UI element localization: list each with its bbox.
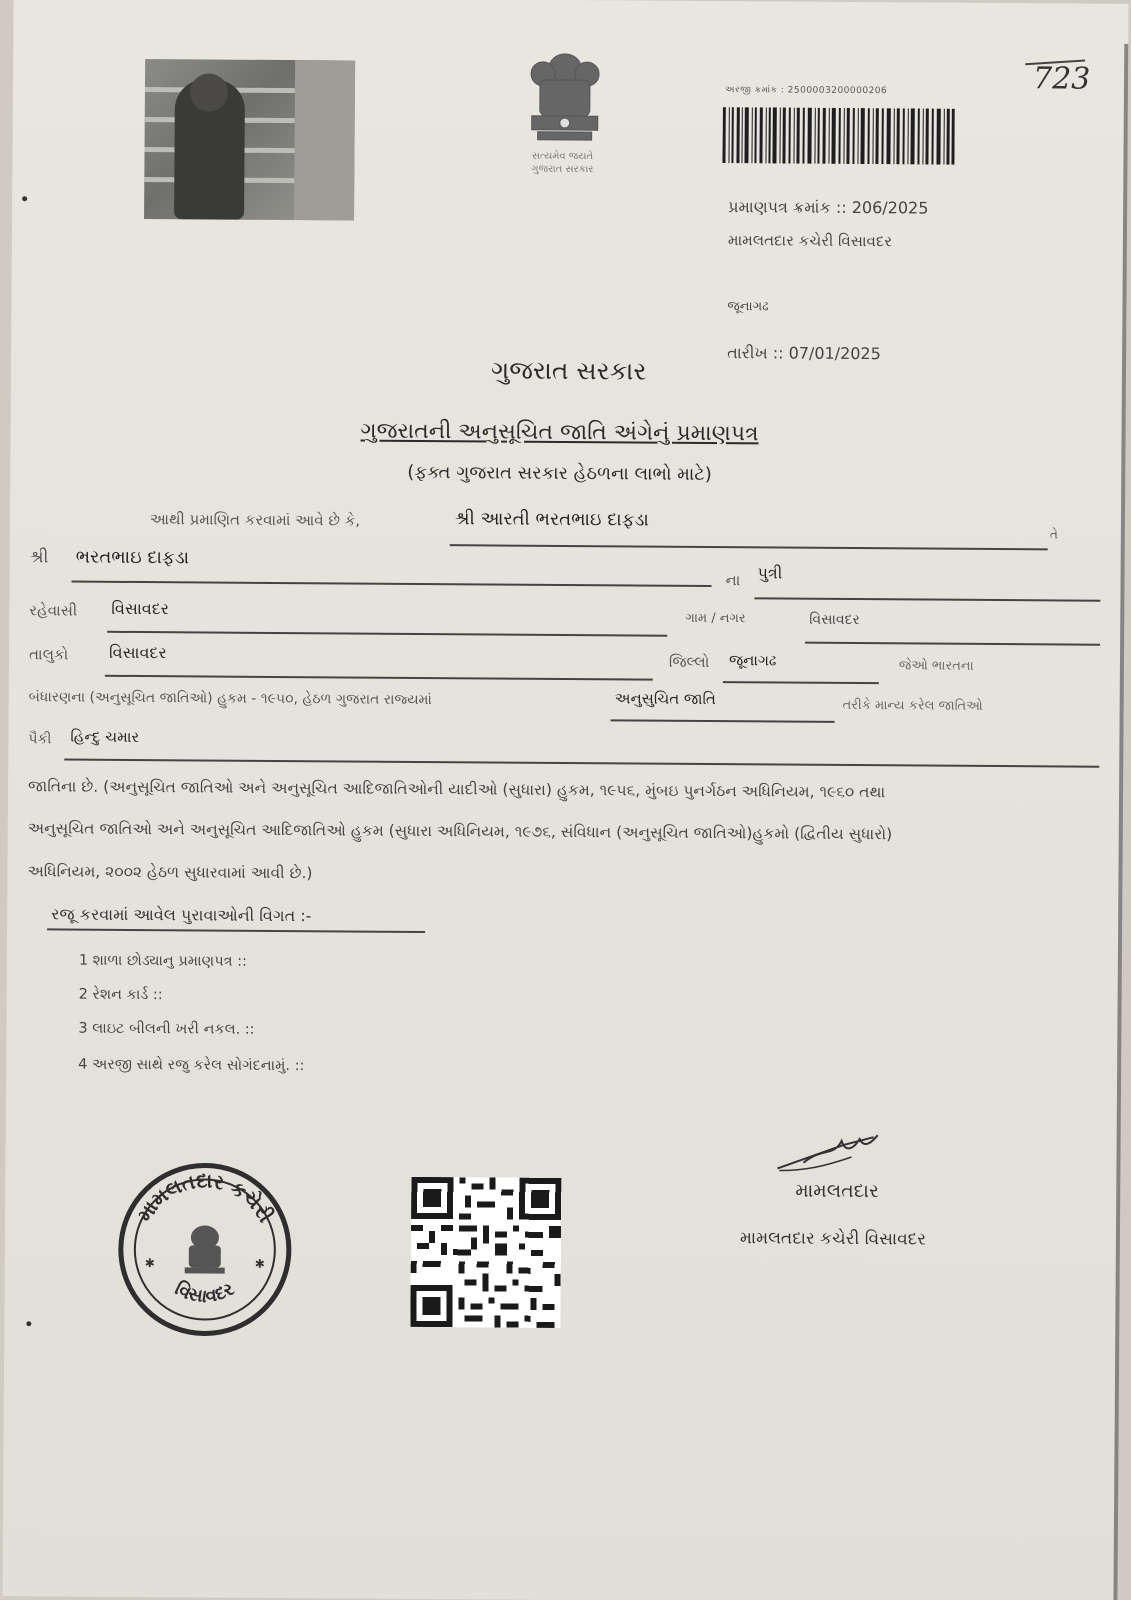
document-item: 2 રેશન કાર્ડ :: (78, 986, 163, 1004)
caste-line (64, 758, 1099, 767)
resident-label: રહેવાસી (29, 601, 78, 620)
legal-paragraph-line2: અનુસૂચિત જાતિઓ અને અનુસૂચિત આદિજાતિઓ હુકમ (સુધારા અધિનિયમ, ૧૯૭૬, સંવિધાન (અનુસૂચિત જાતિઓ)હુકમો (દ્વિતીય સુધારો) (27, 819, 893, 844)
page-title: ગુજરાત સરકાર (490, 355, 647, 386)
district-suffix: જેઓ ભારતના (898, 658, 974, 674)
page-edge (1113, 44, 1128, 1600)
svg-text:✱: ✱ (254, 1256, 265, 1271)
applicant-photo (144, 59, 355, 220)
svg-text:વિસાવદર (171, 1277, 238, 1307)
documents-heading-underline (47, 928, 425, 932)
district-label: જિલ્લો (668, 652, 710, 672)
resident-value: વિસાવદર (111, 598, 170, 619)
certificate-number: પ્રમાણપત્ર ક્રમાંક :: 206/2025 (728, 197, 929, 218)
taluka-line (105, 675, 653, 680)
seal-top-text: મામલતદાર કચેરી (132, 1168, 278, 1227)
svg-text:✱: ✱ (144, 1256, 155, 1271)
seal-bottom-text: વિસાવદર (171, 1278, 238, 1308)
category-line (611, 719, 835, 722)
applicant-name: શ્રી આરતી ભરતભાઇ દાફડા (454, 508, 649, 531)
resident-line (107, 631, 667, 636)
handwritten-number: 723 (1032, 61, 1091, 97)
taluka-label: તાલુકો (28, 645, 69, 664)
documents-heading: રજૂ કરવામાં આવેલ પુરાવાઓની વિગત :- (51, 904, 312, 926)
village-value: વિસાવદર (809, 611, 860, 629)
signatory-title: મામલતદાર (795, 1179, 879, 1203)
legal-paragraph-line3: અધિનિયમ, ૨૦૦૨ હેઠળ સુધારવામાં આવી છે.) (27, 862, 313, 883)
issuing-office: મામલતદાર કચેરી વિસાવદર (727, 231, 893, 251)
relation-line (754, 597, 1100, 601)
barcode-label: અરજી ક્રમાંક : 2500003200000206 (724, 85, 888, 97)
applicant-name-line (450, 544, 1048, 550)
father-label: શ્રી (29, 547, 49, 568)
barcode-icon (722, 107, 954, 165)
qr-code-icon (410, 1177, 561, 1328)
constitution-text: બંધારણના (અનુસૂચિત જાતિઓ) હુકમ - ૧૯૫૦, હેઠળ ગુજરાત રાજ્યમાં (28, 689, 432, 709)
relation-label: ના (725, 571, 741, 590)
certificate-subtitle: ગુજરાતની અનુસૂચિત જાતિ અંગેનું પ્રમાણપત્ર (360, 418, 759, 447)
svg-text:મામલતદાર કચેરી (132, 1168, 278, 1227)
issuing-district: જૂનાગઢ (727, 299, 769, 315)
state-emblem-icon (510, 42, 621, 153)
village-label: ગામ / નગર (685, 610, 746, 627)
issue-date: તારીખ :: 07/01/2025 (727, 343, 881, 364)
document-item: 1 શાળા છોડ્યાનુ પ્રમાણપત્ર :: (78, 952, 247, 970)
punch-dot (26, 1321, 31, 1326)
recognized-text: તરીકે માન્ય કરેલ જાતિઓ (842, 697, 983, 714)
father-name-line (72, 581, 712, 587)
certify-text: આથી પ્રમાણિત કરવામાં આવે છે કે, (149, 510, 361, 530)
father-name: ભરતભાઇ દાફડા (75, 546, 190, 569)
category-value: અનુસુચિત જાતિ (614, 689, 716, 709)
document-item: 4 અરજી સાથે રજુ કરેલ સોગંદનામું. :: (78, 1056, 305, 1075)
caste-label: પૈકી (28, 731, 52, 748)
relation-value: પુત્રી (757, 563, 783, 583)
office-seal-stamp (114, 1159, 295, 1340)
certificate-note: (ફક્ત ગુજરાત સરકાર હેઠળના લાભો માટે) (407, 461, 712, 486)
district-line (723, 681, 879, 684)
signature-mark (773, 1126, 903, 1177)
village-line (805, 642, 1100, 646)
emblem-caption (492, 149, 632, 176)
legal-paragraph-line1: જાતિના છે. (અનુસૂચિત જાતિઓ અને અનુસૂચિત આદિજાતિઓની યાદીઓ (સુધારા) હુકમ, ૧૯૫૬, મુંબઇ પુનર્ગઠન અધિનિયમ, ૧૯૬૦ તથા (28, 777, 886, 802)
emblem-caption-line2: ગુજરાત સરકાર (531, 163, 594, 176)
caste-value: હિન્દુ ચમાર (70, 727, 140, 747)
district-value: જૂનાગઢ (728, 651, 777, 670)
emblem-caption-line1: સત્યમેવ જયતે (531, 150, 594, 163)
certificate-page (2, 0, 1128, 1600)
taluka-value: વિસાવદર (108, 642, 167, 663)
punch-dot (22, 196, 27, 201)
applicant-suffix: તે (1049, 527, 1058, 542)
document-item: 3 લાઇટ બીલની ખરી નકલ. :: (78, 1020, 255, 1038)
signatory-office: મામલતદાર કચેરી વિસાવદર (739, 1228, 927, 1250)
